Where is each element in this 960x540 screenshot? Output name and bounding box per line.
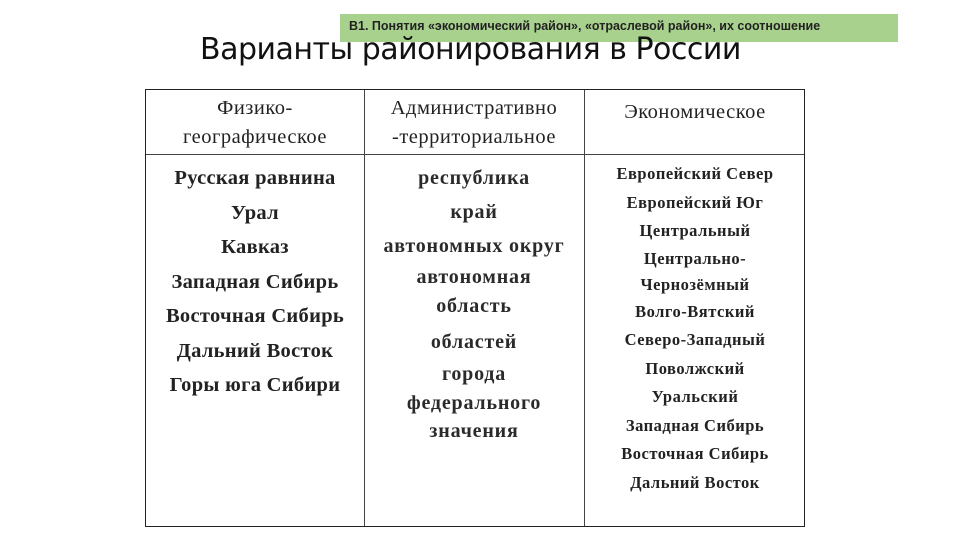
table-cell: города федерального значения (406, 363, 542, 442)
header-divider (146, 154, 804, 155)
table-cell: Русская равнина (174, 167, 336, 189)
header-administrative: Административно -территориальное (390, 97, 558, 148)
header-physical: Физико- географическое (182, 97, 328, 148)
table-cell: Западная Сибирь (171, 270, 339, 293)
table-cell: Поволжский (645, 358, 745, 378)
table-cell: Западная Сибирь (625, 415, 765, 435)
topic-badge: В1. Понятия «экономический район», «отраслевой район», их соотношение (340, 14, 898, 42)
physical-column (146, 161, 364, 403)
table-cell: Европейский Север (616, 164, 774, 183)
table-cell: Северо-Западный (624, 330, 766, 349)
table-cell: Центральный (639, 221, 751, 240)
table-cell: Восточная Сибирь (621, 444, 769, 463)
table-cell: Дальний Восток (176, 339, 334, 362)
table-cell: республика (418, 167, 530, 189)
table-cell: Волго-Вятский (635, 301, 755, 321)
table-cell: автономная область (416, 266, 532, 317)
table-cell: Уральский (651, 387, 739, 406)
table-cell: областей (430, 331, 518, 353)
header-economic: Экономическое (624, 101, 766, 123)
economic-column (584, 160, 806, 497)
regionalization-table (145, 89, 805, 527)
table-cell: Восточная Сибирь (165, 305, 345, 327)
table-cell: Центрально- Чернозёмный (640, 248, 750, 294)
page-title: Варианты районирования в России (200, 32, 741, 67)
table-cell: край (450, 201, 498, 223)
table-cell: Урал (231, 201, 279, 224)
table-cell: Дальний Восток (630, 472, 760, 492)
table-cell: автономных округ (383, 235, 565, 257)
administrative-column (364, 161, 584, 446)
table-cell: Кавказ (221, 236, 289, 258)
table-cell: Горы юга Сибири (169, 374, 341, 396)
table-cell: Европейский Юг (626, 192, 764, 212)
